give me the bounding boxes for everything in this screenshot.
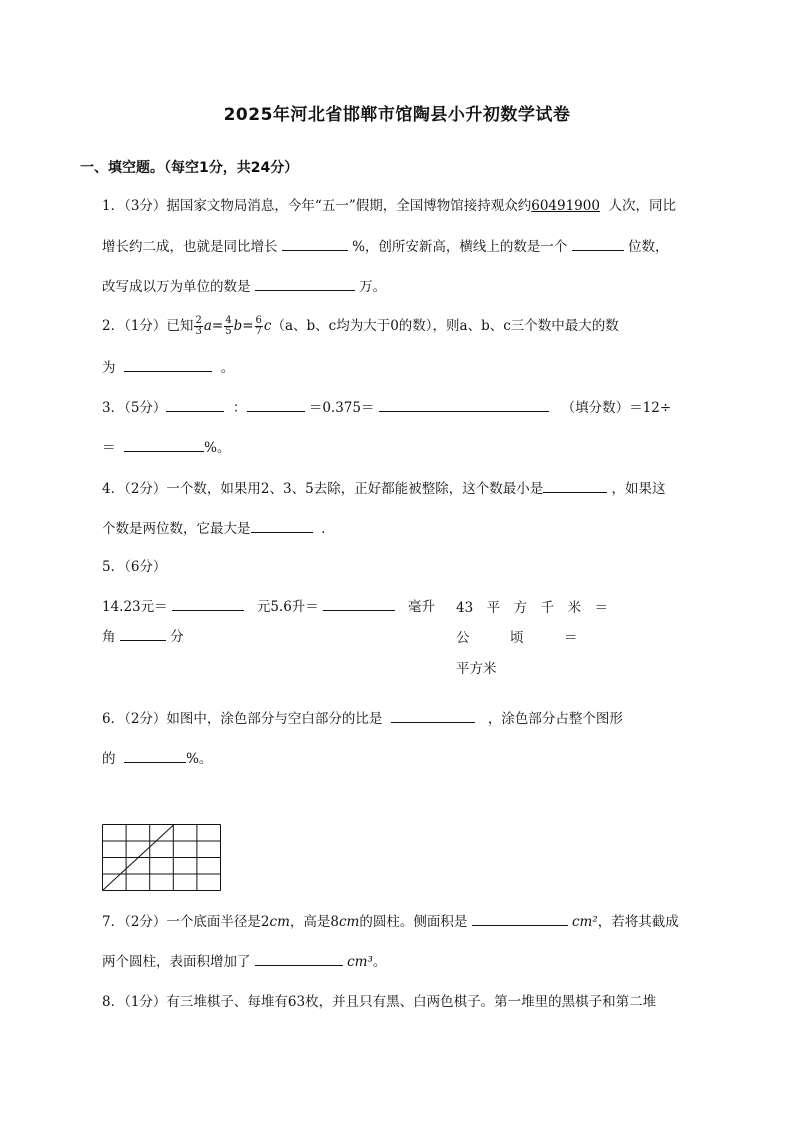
- q2-text: 为: [102, 360, 116, 376]
- q6-line2: [102, 748, 212, 769]
- q5-head: 5．（6分）: [102, 559, 167, 575]
- q2-text: （a、b、c均为大于0的数），则a、b、c三个数中最大的数: [271, 318, 619, 334]
- q3-text: %。: [204, 440, 231, 456]
- q5-text: 元: [256, 599, 271, 615]
- q1-blank-wan[interactable]: [255, 276, 355, 291]
- q5-part3-line1: 43 平 方 千 米 ＝: [456, 600, 609, 616]
- q4-text: 个数是两位数，它最大是: [102, 521, 251, 537]
- q5-text: 5.6升＝: [270, 599, 319, 615]
- q1-text: %，创所安新高，横线上的数是一个: [352, 239, 568, 255]
- q6-text: 6．（2分）如图中，涂色部分与空白部分的比是: [102, 711, 383, 727]
- q4-text: ．: [321, 521, 335, 537]
- q1-text: 增长约二成，也就是同比增长: [102, 239, 278, 255]
- q2-text: 2．（1分）已知: [102, 318, 194, 334]
- q1-line3: [102, 276, 386, 297]
- q6-blank-ratio[interactable]: [391, 708, 475, 723]
- q3-text: ＝: [102, 440, 116, 456]
- q1-blank-percent[interactable]: [282, 236, 348, 251]
- q1-number: 60491900: [531, 198, 600, 214]
- q1-text-end: 人次，同比: [608, 198, 677, 214]
- fraction-2-3: $\frac{2}{3}$: [195, 315, 202, 337]
- q7-line1: 7．（2分）一个底面半径是2cm，高是8cm的圆柱。侧面积是 cm²，若将其截成: [102, 911, 679, 932]
- var-b: b: [233, 318, 243, 334]
- fraction-6-7: $\frac{6}{7}$: [255, 315, 262, 337]
- q6-grid-figure: [102, 824, 222, 892]
- q4-blank-min[interactable]: [543, 478, 607, 493]
- q1-blank-digits[interactable]: [572, 236, 624, 251]
- q5-text: 角: [102, 629, 116, 645]
- q7-text: 的圆柱。侧面积是: [359, 914, 468, 930]
- q3-text: 3．（5分）: [102, 400, 167, 416]
- q7-text: 7．（2分）一个底面半径是2: [102, 914, 270, 930]
- q1-text: 万。: [359, 279, 387, 295]
- q6-text: ，涂色部分占整个图形: [487, 711, 623, 727]
- q1-line1: [102, 196, 676, 216]
- var-c: c: [263, 318, 272, 334]
- q1-text: 1．（3分）据国家文物局消息，今年“五一”假期，全国博物馆接持观众约: [102, 198, 532, 214]
- q2-line1: 2．（1分）已知 $\frac{2}{3}$ a= $\frac{4}{5}$ b= $\frac{6}{7}$ c（a、b、c均为大于0的数），则a、b、c三个数中最大的数: [102, 315, 619, 337]
- q3-blank-percent[interactable]: [124, 437, 204, 452]
- q1-text: 位数，: [628, 239, 669, 255]
- q3-blank-1[interactable]: [166, 397, 224, 412]
- q4-text: ，如果这: [611, 481, 666, 497]
- q7-blank-area-increase[interactable]: [255, 951, 343, 966]
- q5-part3-line3: 平方米: [456, 661, 497, 677]
- q5-blank-yuan[interactable]: [172, 596, 244, 611]
- q1-text: 改写成以万为单位的数是: [102, 279, 251, 295]
- q7-line2: [102, 951, 386, 972]
- q5-text: 毫升: [407, 599, 435, 615]
- q5-text: 14.23元＝: [102, 599, 168, 615]
- q5-blank-jiao[interactable]: [120, 626, 166, 641]
- q2-blank[interactable]: [124, 357, 212, 372]
- q7-text: ，高是8: [289, 914, 339, 930]
- q2-text: 。: [220, 360, 235, 376]
- q5-part1-line1: [102, 596, 435, 617]
- q6-line1: [102, 708, 623, 729]
- unit-cm2: cm²: [571, 914, 598, 930]
- q5-blank-ml[interactable]: [323, 596, 395, 611]
- q7-text: 两个圆柱，表面积增加了: [102, 954, 251, 970]
- q1-line2: [102, 236, 669, 257]
- q5-text: 分: [170, 629, 184, 645]
- q3-blank-2[interactable]: [247, 397, 305, 412]
- q7-text: ，若将其截成: [597, 914, 679, 930]
- q3-text: （填分数）＝12÷: [561, 400, 672, 416]
- fraction-4-5: $\frac{4}{5}$: [225, 315, 232, 337]
- q7-blank-lateral-area[interactable]: [472, 911, 568, 926]
- q2-line2: [102, 357, 234, 378]
- q6-blank-percent[interactable]: [124, 748, 186, 763]
- unit-cm3: cm³: [347, 954, 373, 970]
- q3-text: ＝0.375＝: [308, 400, 375, 416]
- q4-line2: [102, 518, 335, 539]
- q4-blank-max[interactable]: [251, 518, 313, 533]
- exam-title: 2025年河北省邯郸市馆陶县小升初数学试卷: [223, 105, 571, 125]
- q6-text: %。: [186, 751, 213, 767]
- section-heading: 一、填空题。（每空1分，共24分）: [80, 160, 299, 176]
- q4-line1: [102, 478, 666, 499]
- q5-part1-line2: [102, 626, 184, 647]
- q7-text: 。: [372, 954, 387, 970]
- q4-text: 4．（2分）一个数，如果用2、3、5去除，正好都能被整除，这个数最小是: [102, 481, 544, 497]
- q3-line2: [102, 437, 230, 458]
- q8-line1: 8．（1分）有三堆棋子、每堆有63枚，并且只有黑、白两色棋子。第一堆里的黑棋子和第二堆: [102, 994, 657, 1010]
- q6-text: 的: [102, 751, 116, 767]
- q3-line1: 3．（5分） ： ＝0.375＝ （填分数）＝12÷: [102, 397, 671, 418]
- var-a: a: [203, 318, 212, 334]
- q5-part3-line2: 公 顷 ＝: [456, 630, 578, 646]
- q3-blank-fraction[interactable]: [379, 397, 549, 412]
